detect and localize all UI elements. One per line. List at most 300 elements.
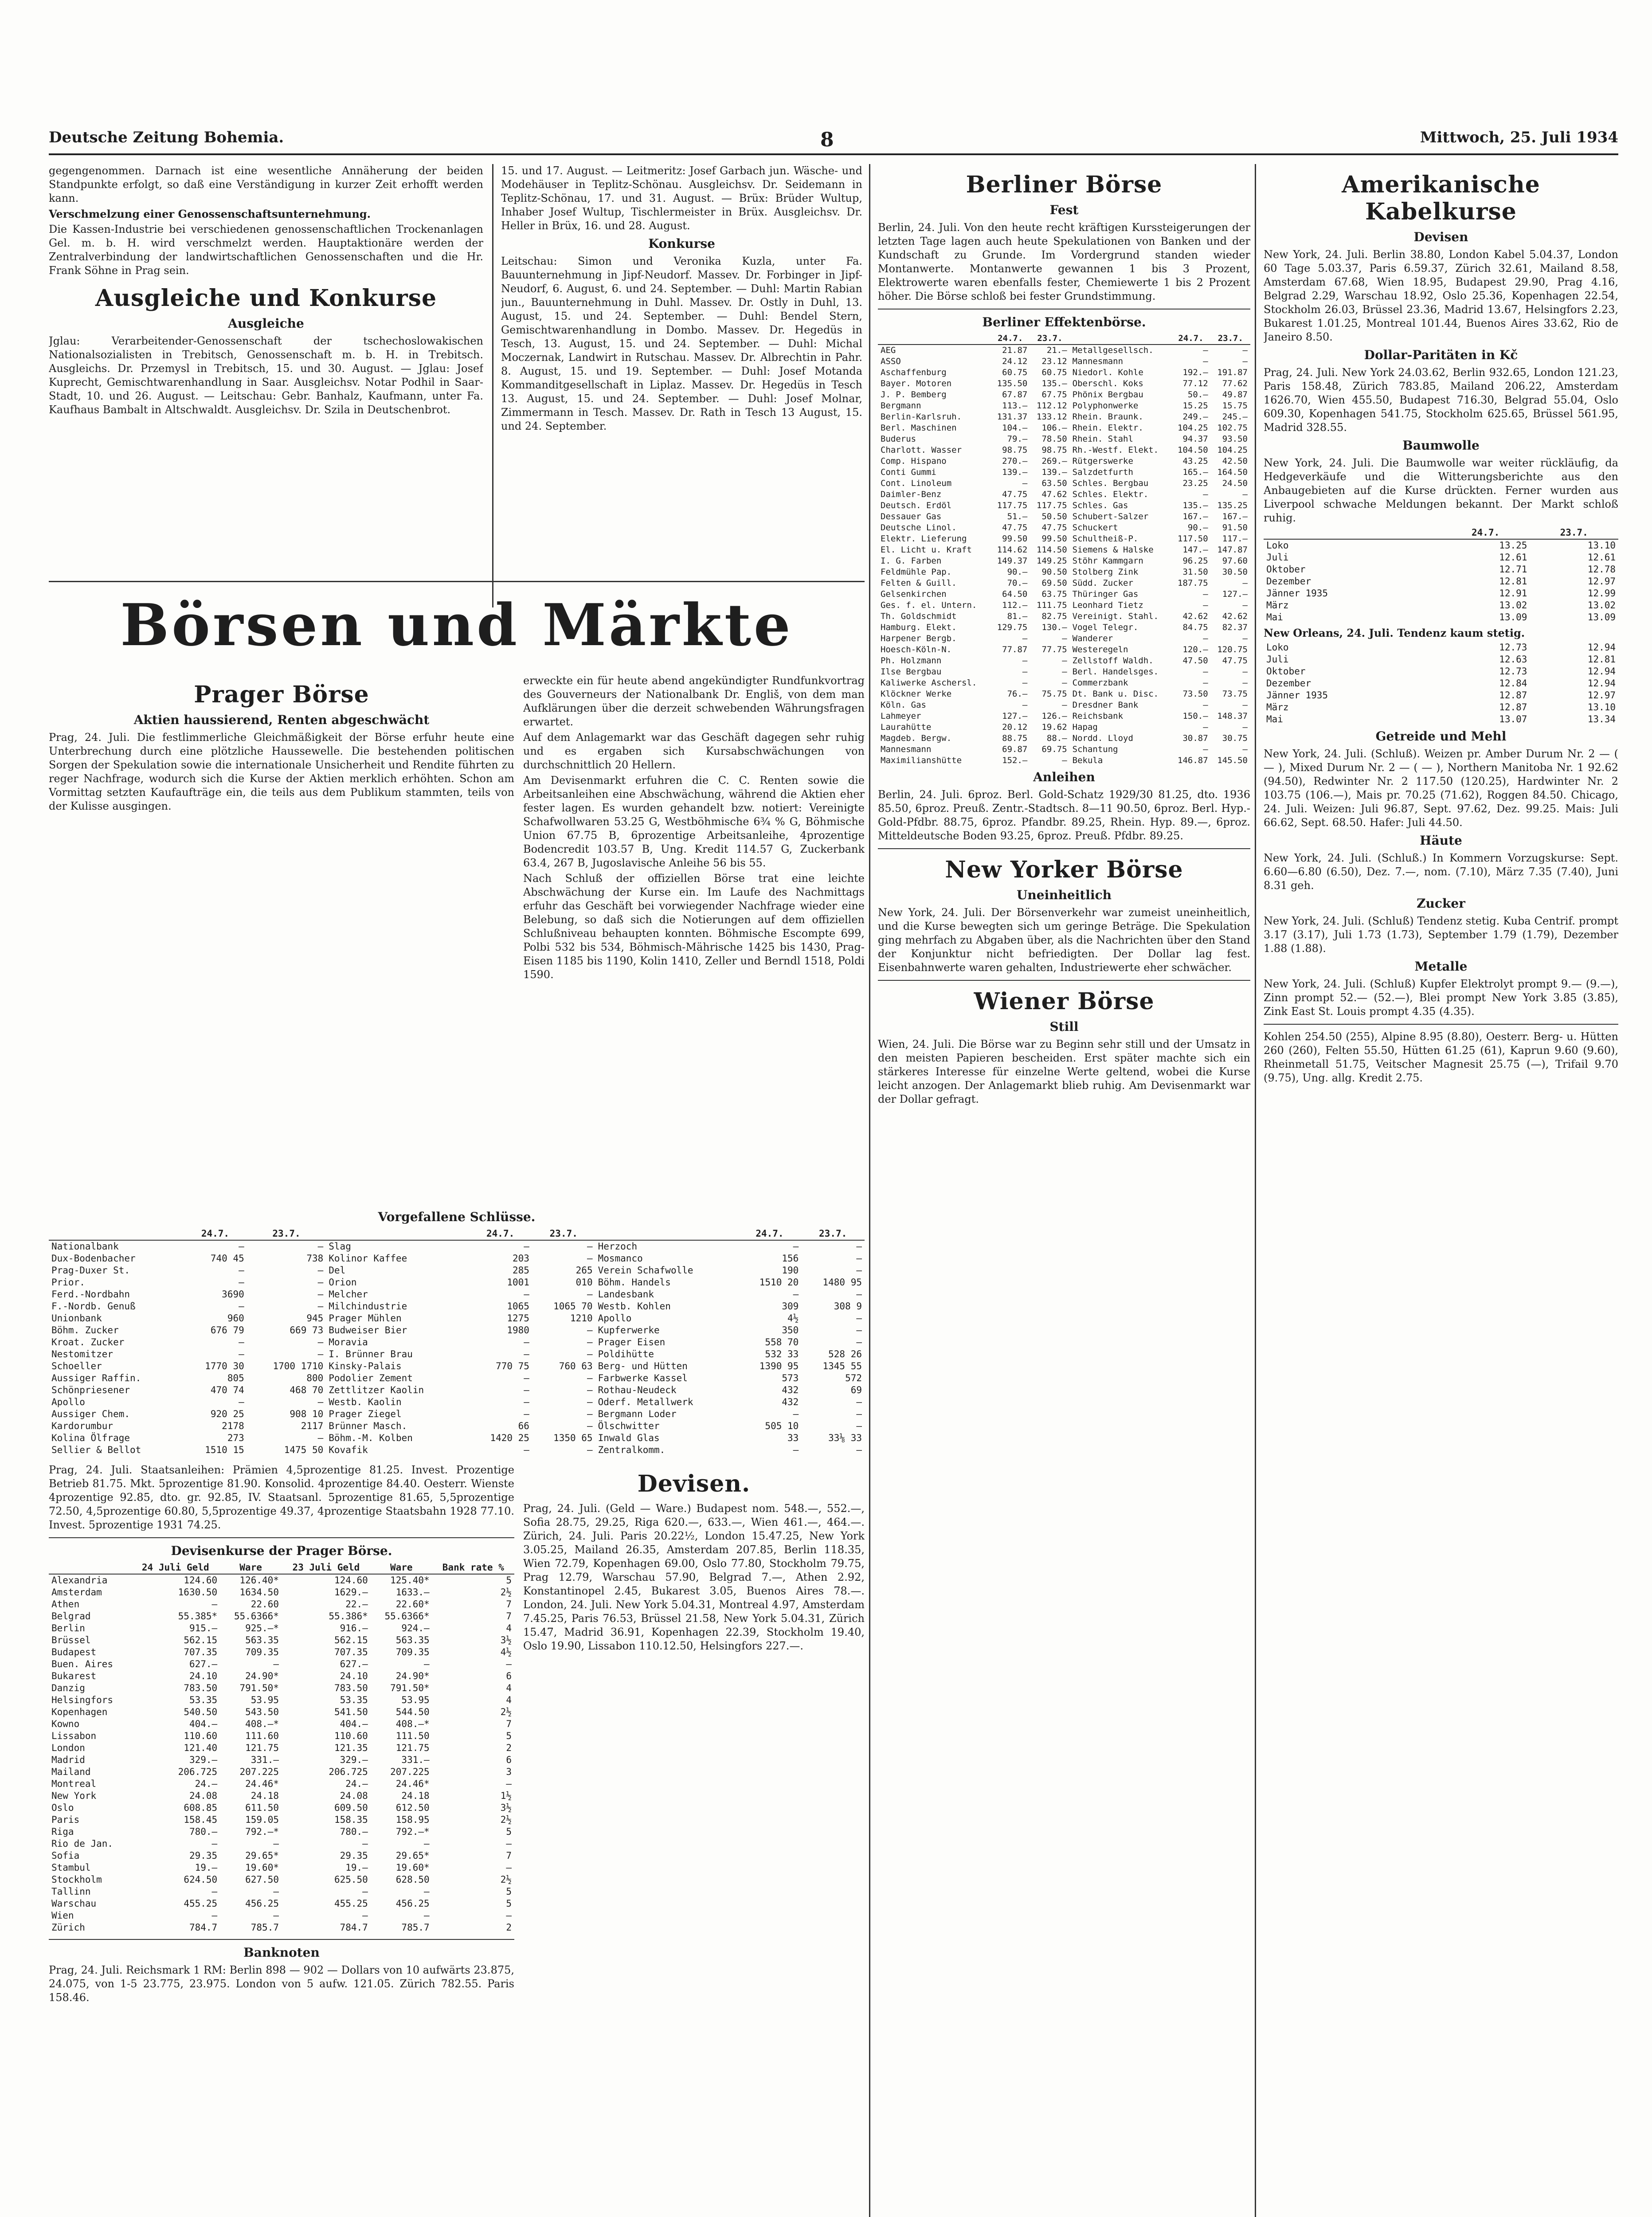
table-cell: 90.— [1007, 567, 1028, 577]
table-cell: 69.87 [1002, 744, 1028, 754]
table-cell: — [587, 1349, 593, 1359]
table-cell: Buen. Aires [51, 1659, 114, 1669]
table-cell: 49.87 [1222, 390, 1248, 400]
table-cell: 1½ [500, 1790, 512, 1801]
table-row [49, 1384, 865, 1396]
table-cell: 24.08 [340, 1790, 368, 1801]
table-cell: 47.75 [1041, 523, 1067, 533]
table-row [49, 1396, 865, 1408]
table-cell: — [239, 1301, 244, 1312]
table-cell: 164.50 [1217, 467, 1248, 477]
table-cell: — [524, 1397, 529, 1407]
table-cell: 43.25 [1182, 456, 1208, 466]
table-row [49, 1754, 514, 1766]
table-cell: — [1242, 700, 1248, 710]
table-cell: 77.62 [1222, 379, 1248, 388]
table-header-cell: 24.7. [469, 1228, 532, 1240]
table-cell: 920 25 [210, 1409, 244, 1419]
table-cell: 121.35 [334, 1743, 368, 1753]
table-cell: 792.—* [395, 1826, 430, 1837]
table-row [49, 1922, 514, 1934]
table-cell: — [1022, 656, 1028, 666]
table-cell: Montreal [51, 1778, 97, 1789]
table-cell: 627.50 [245, 1874, 279, 1885]
table-cell: 5 [506, 1826, 512, 1837]
table-cell: 77.87 [1002, 645, 1028, 654]
table-cell: 285 [513, 1265, 529, 1276]
table-cell: 13.02 [1587, 600, 1616, 611]
table-cell: J. P. Bemberg [881, 390, 947, 400]
table-row [878, 345, 1250, 356]
table-cell: Unionbank [51, 1313, 102, 1324]
intro-paragraph: gegengenommen. Darnach ist eine wesentliche Annäherung der beiden Standpunkte erfolgt, so daß eine Verständigung in kurzer Zeit erhofft werden kann. [49, 165, 483, 204]
table-cell: 15.75 [1222, 401, 1248, 411]
table-cell: 149.37 [997, 556, 1028, 566]
table-cell: 1633.— [395, 1587, 430, 1598]
table-cell: 432 [782, 1385, 799, 1395]
table-cell: Tallinn [51, 1886, 91, 1897]
table-cell: 2117 [301, 1421, 324, 1431]
table-cell: 19.62 [1041, 722, 1067, 732]
table-row [878, 423, 1250, 434]
baumwolle-subheading: Baumwolle [1402, 438, 1480, 453]
table-cell: 4 [506, 1683, 512, 1693]
table-cell: — [1242, 744, 1248, 754]
table-cell: Juli [1266, 552, 1289, 563]
anleihen-heading: Anleihen [1033, 770, 1095, 784]
table-row [878, 511, 1250, 522]
table-cell: Phönix Bergbau [1072, 390, 1143, 400]
column-ausgleiche [49, 164, 483, 563]
table-cell: Rhein. Elektr. [1072, 423, 1143, 433]
table-cell: 5 [506, 1575, 512, 1586]
table-cell: 308 9 [834, 1301, 862, 1312]
table-cell: Hamburg. Elekt. [881, 623, 957, 632]
table-cell: 152.— [1002, 756, 1028, 765]
table-cell: 783.50 [334, 1683, 368, 1693]
table-cell: 541.50 [334, 1707, 368, 1717]
table-cell: — [317, 1397, 324, 1407]
table-row [49, 1658, 514, 1670]
table-cell: 104.25 [1178, 423, 1208, 433]
table-cell: 22.— [345, 1599, 368, 1610]
table-cell: — [856, 1289, 862, 1300]
table-cell: AEG [881, 345, 896, 355]
dollar-paritaeten-subheading: Dollar-Paritäten in Kč [1364, 348, 1518, 362]
table-cell: 99.50 [1002, 534, 1028, 544]
table-cell: — [1022, 667, 1028, 677]
table-cell: 42.62 [1182, 611, 1208, 621]
main-title: Börsen und Märkte [120, 591, 793, 659]
table-cell: 2178 [222, 1421, 244, 1431]
table-cell: 455.25 [334, 1898, 368, 1909]
table-cell: 2½ [500, 1874, 512, 1885]
table-cell: 709.35 [245, 1647, 279, 1657]
table-row [49, 1874, 514, 1886]
table-cell: Melcher [329, 1289, 368, 1300]
table-cell: 102.75 [1217, 423, 1248, 433]
table-cell: 135.— [1041, 379, 1067, 388]
table-cell: Rütgerswerke [1072, 456, 1133, 466]
table-row [49, 1862, 514, 1874]
prager-boerse-paragraph-3: Auf dem Anlagemarkt war das Geschäft dagegen sehr ruhig und es ergaben sich Kursabschwächungen von durchschnittlich 20 Hellern. [523, 731, 865, 771]
table-cell: Rh.-Westf. Elekt. [1072, 445, 1159, 455]
table-cell: 82.75 [1041, 611, 1067, 621]
table-cell: 269.— [1041, 456, 1067, 466]
table-cell: 106.— [1041, 423, 1067, 433]
table-cell: Schles. Gas [1072, 501, 1128, 510]
table-cell: — [524, 1289, 529, 1300]
table-cell: — [1242, 634, 1248, 643]
table-cell: Buderus [881, 434, 916, 444]
table-cell: 273 [227, 1433, 244, 1443]
table-row [878, 733, 1250, 744]
table-cell: 53.35 [340, 1695, 368, 1705]
table-cell: 1350 65 [553, 1433, 593, 1443]
table-cell: 19.— [345, 1862, 368, 1873]
new-yorker-boerse-paragraph: New York, 24. Juli. Der Börsenverkehr war zumeist uneinheitlich, und die Kurse bewegten sich um geringe Beträge. Die Spekulation ging mehrfach zu Abgaben über, als die Nachrichten über den Stand der Konjunktur nicht befriedigten. Der Dollar lag fest. Eisenbahnwerte waren gehalten, Industriewerte eher schwächer. [878, 906, 1250, 974]
table-cell: Brünner Masch. [329, 1421, 407, 1431]
table-cell: Wien [51, 1910, 74, 1921]
table-cell: — [273, 1910, 279, 1921]
table-cell: 60.75 [1041, 368, 1067, 377]
wiener-boerse-subheading: Still [1049, 1019, 1079, 1034]
divider [878, 980, 1250, 981]
table-cell: 147.— [1182, 545, 1208, 555]
table-header-cell: 23.7. [532, 1228, 595, 1240]
table-cell: 165.— [1182, 467, 1208, 477]
table-cell: 1475 50 [284, 1445, 324, 1454]
table-cell: 130.— [1041, 623, 1067, 632]
table-cell: 190 [782, 1265, 799, 1276]
table-cell: 98.75 [1041, 445, 1067, 455]
table-cell: 53.95 [401, 1695, 430, 1705]
table-row [878, 578, 1250, 589]
table-cell: 7 [506, 1599, 512, 1610]
table-row [49, 1610, 514, 1622]
table-cell: Mannesmann [1072, 356, 1124, 366]
table-cell: Salzdetfurth [1072, 467, 1133, 477]
table-cell: 783.50 [184, 1683, 218, 1693]
table-cell: Stolberg Zink [1072, 567, 1139, 577]
table-cell: — [506, 1659, 512, 1669]
table-cell: Rothau-Neudeck [598, 1385, 677, 1395]
table-cell: Kinsky-Palais [329, 1361, 402, 1371]
table-cell: Poldihütte [598, 1349, 654, 1359]
table-cell: 470 74 [210, 1385, 244, 1395]
table-cell: 19.60* [245, 1862, 279, 1873]
table-cell: — [1203, 345, 1208, 355]
table-row [49, 1324, 865, 1336]
table-cell: 96.25 [1182, 556, 1208, 566]
table-cell: 77.12 [1182, 379, 1208, 388]
table-cell: 135.— [1182, 501, 1208, 510]
table-row [878, 400, 1250, 411]
table-cell: 609.50 [334, 1802, 368, 1813]
table-cell: 69.50 [1041, 578, 1067, 588]
table-cell: — [506, 1778, 512, 1789]
table-cell: 110.60 [184, 1731, 218, 1741]
table-cell: Aschaffenburg [881, 368, 947, 377]
table-row [49, 1742, 514, 1754]
table-cell: — [423, 1910, 430, 1921]
table-cell: 112.— [1002, 600, 1028, 610]
table-row [1264, 689, 1618, 701]
table-cell: London [51, 1743, 85, 1753]
table-cell: 158.95 [395, 1814, 430, 1825]
table-cell: Berlin [51, 1623, 85, 1633]
table-cell: 47.75 [1002, 523, 1028, 533]
table-cell: 131.37 [997, 412, 1028, 422]
table-cell: — [1242, 345, 1248, 355]
table-cell: 12.84 [1499, 678, 1527, 689]
table-cell: — [587, 1397, 593, 1407]
table-row [878, 600, 1250, 611]
table-cell: Schles. Elektr. [1072, 490, 1149, 499]
table-cell: — [1022, 700, 1028, 710]
table-cell: 624.50 [184, 1874, 218, 1885]
table-cell: 47.62 [1041, 490, 1067, 499]
table-cell: 55.6366* [384, 1611, 430, 1622]
table-cell: 249.— [1182, 412, 1208, 422]
table-cell: Oderf. Metallwerk [598, 1397, 693, 1407]
table-cell: — [1203, 722, 1208, 732]
table-cell: Wanderer [1072, 634, 1113, 643]
table-row [878, 655, 1250, 666]
table-cell: 33 [787, 1433, 799, 1443]
table-cell: 53.95 [251, 1695, 279, 1705]
table-cell: Dezember [1266, 678, 1311, 689]
table-cell: — [1203, 356, 1208, 366]
table-cell: — [1242, 667, 1248, 677]
table-cell: 24.46* [245, 1778, 279, 1789]
table-cell: 792.—* [245, 1826, 279, 1837]
table-cell: 19.— [195, 1862, 218, 1873]
table-cell: Dresdner Bank [1072, 700, 1139, 710]
table-cell: — [1022, 634, 1028, 643]
table-cell: 245.— [1222, 412, 1248, 422]
table-cell: 563.35 [245, 1635, 279, 1645]
table-cell: — [856, 1265, 862, 1276]
table-cell: 562.15 [184, 1635, 218, 1645]
table-cell: Kolina Ölfrage [51, 1433, 130, 1443]
table-row [49, 1574, 514, 1586]
table-cell: — [1242, 490, 1248, 499]
dollar-paritaeten-paragraph: Prag, 24. Juli. New York 24.03.62, Berlin 932.65, London 121.23, Paris 158.48, Zürich 783.85, Mailand 206.22, Amsterdam 1626.70, Wien 455.50, Budapest 716.30, Belgrad 55.04, Oslo 609.30, Kopenhagen 541.75, Stockholm 625.65, Brüssel 561.95, Madrid 328.55. [1264, 366, 1618, 434]
table-cell: — [587, 1253, 593, 1264]
table-row [49, 1277, 865, 1289]
table-cell: Felten & Guill. [881, 578, 957, 588]
table-cell: 544.50 [395, 1707, 430, 1717]
table-cell: Stambul [51, 1862, 91, 1873]
wiener-boerse-heading: Wiener Börse [974, 988, 1155, 1015]
table-cell: — [524, 1241, 529, 1252]
table-header-cell: 24.7. [738, 1228, 802, 1240]
table-row [49, 1253, 865, 1265]
table-cell: 805 [227, 1373, 244, 1383]
table-cell: 158.45 [184, 1814, 218, 1825]
table-row [49, 1814, 514, 1826]
table-cell: 309 [782, 1301, 799, 1312]
table-cell: 29.65* [395, 1850, 430, 1861]
table-cell: 55.6366* [234, 1611, 279, 1622]
table-row [878, 622, 1250, 633]
table-row [1264, 564, 1618, 576]
table-cell: 110.60 [334, 1731, 368, 1741]
table-cell: — [317, 1289, 324, 1300]
table-cell: — [1203, 678, 1208, 688]
table-cell: Mai [1266, 612, 1283, 623]
table-header-cell: Ware [220, 1562, 282, 1574]
genossenschaft-heading: Verschmelzung einer Genossenschaftsunternehmung. [49, 208, 371, 220]
table-cell: — [1203, 700, 1208, 710]
table-cell: 707.35 [334, 1647, 368, 1657]
table-cell: Slag [329, 1241, 351, 1252]
table-cell: Siemens & Halske [1072, 545, 1154, 555]
table-cell: 7 [506, 1850, 512, 1861]
table-cell: Kaliwerke Aschersl. [881, 678, 977, 688]
table-cell: Charlott. Wasser [881, 445, 962, 455]
table-row [878, 589, 1250, 600]
table-cell: — [239, 1241, 244, 1252]
page-number: 8 [820, 129, 834, 151]
table-cell: Schuckert [1072, 523, 1118, 533]
table-cell: Jänner 1935 [1266, 690, 1328, 701]
kabelkurse-heading: Amerikanische Kabelkurse [1342, 171, 1540, 225]
table-row [878, 678, 1250, 689]
table-cell: 915.— [189, 1623, 218, 1633]
table-cell: 63.50 [1041, 478, 1067, 488]
baumwolle-ny-table [1264, 527, 1618, 623]
table-cell: Alexandria [51, 1575, 108, 1586]
table-cell: 13.34 [1587, 714, 1616, 725]
table-cell: Oslo [51, 1802, 74, 1813]
table-cell: 543.50 [245, 1707, 279, 1717]
table-cell: Cont. Linoleum [881, 478, 952, 488]
table-cell: 12.73 [1499, 642, 1527, 653]
table-cell: 24.12 [1002, 356, 1028, 366]
table-row [878, 544, 1250, 556]
table-cell: 12.91 [1499, 588, 1527, 599]
table-cell: 13.07 [1499, 714, 1527, 725]
table-cell: Inwald Glas [598, 1433, 660, 1443]
table-cell: Metallgesellsch. [1072, 345, 1154, 355]
table-cell: Schantung [1072, 744, 1118, 754]
table-cell: 760 63 [559, 1361, 593, 1371]
table-header-cell [878, 333, 990, 345]
table-cell: 111.60 [245, 1731, 279, 1741]
table-cell: 12.61 [1499, 552, 1527, 563]
table-cell: — [273, 1659, 279, 1669]
new-yorker-boerse-heading: New Yorker Börse [945, 856, 1183, 883]
table-cell: Warschau [51, 1898, 97, 1909]
table-cell: 69 [850, 1385, 862, 1395]
column-boersen [878, 164, 1250, 2217]
table-row [49, 1802, 514, 1814]
footer-paragraph: Kohlen 254.50 (255), Alpine 8.95 (8.80), Oesterr. Berg- u. Hütten 260 (260), Felten 55.50, Hütten 61.25 (61), Kaprun 9.60 (9.60), Rheinmetall 51.75, Veitscher Magnesit 25.75 (—), Trifail 9.70 (9.75), Ung. allg. Kredit 2.75. [1264, 1030, 1618, 1084]
table-cell: 800 [306, 1373, 324, 1383]
table-row [878, 378, 1250, 389]
table-row [878, 478, 1250, 489]
table-cell: 94.37 [1182, 434, 1208, 444]
table-cell: Berl. Maschinen [881, 423, 957, 433]
table-cell: — [211, 1910, 218, 1921]
table-cell: — [587, 1421, 593, 1431]
table-cell: 612.50 [395, 1802, 430, 1813]
table-cell: 1510 15 [205, 1445, 244, 1454]
table-cell: Del [329, 1265, 346, 1276]
table-cell: 456.25 [245, 1898, 279, 1909]
table-cell: Mosmanco [598, 1253, 643, 1264]
table-cell: — [1062, 700, 1067, 710]
table-cell: 91.50 [1222, 523, 1248, 533]
table-cell: 4½ [787, 1313, 799, 1324]
table-cell: 432 [782, 1397, 799, 1407]
table-cell: 117.— [1222, 534, 1248, 544]
table-cell: 1275 [507, 1313, 529, 1324]
baumwolle-paragraph: New York, 24. Juli. Die Baumwolle war weiter rückläufig, da Hedgeverkäufe und die Witterungsberichte aus den Anbaugebieten auf die Kurse drückten. Ferner wurden aus Liverpool schwache Meldungen bekannt. Der Markt schloß ruhig. [1264, 457, 1618, 524]
new-yorker-boerse-subheading: Uneinheitlich [1016, 888, 1112, 902]
table-cell: I. Brünner Brau [329, 1349, 413, 1359]
table-cell: 404.— [189, 1719, 218, 1729]
table-cell: — [587, 1337, 593, 1347]
table-cell: I. G. Farben [881, 556, 942, 566]
table-row [49, 1240, 865, 1253]
table-cell: Gelsenkirchen [881, 589, 947, 599]
table-cell: 133.12 [1037, 412, 1067, 422]
table-cell: Westb. Kohlen [598, 1301, 671, 1312]
table-cell: F.-Nordb. Genuß [51, 1301, 136, 1312]
table-cell: 331.— [251, 1755, 279, 1765]
table-row [49, 1706, 514, 1718]
table-cell: 785.7 [401, 1922, 430, 1933]
table-cell: 19.60* [395, 1862, 430, 1873]
table-cell: 350 [782, 1325, 799, 1336]
table-cell: 945 [306, 1313, 324, 1324]
table-row [878, 434, 1250, 445]
table-cell: 88.— [1046, 733, 1067, 743]
anleihen-paragraph: Berlin, 24. Juli. 6proz. Berl. Gold-Schatz 1929/30 81.25, dto. 1936 85.50, 6proz. Preuß. Zentr.-Stadtsch. 8—11 90.50, 6proz. Berl. Hyp.-Gold-Pfdbr. 88.75, 6proz. Pfandbr. 89.25, Rhein. Hyp. 89.—, 6proz. Mitteldeutsche Boden 93.25, 6proz. Preuß. Pfdbr. 89.25. [878, 788, 1250, 842]
table-cell: 12.87 [1499, 690, 1527, 701]
table-cell: 167.— [1222, 512, 1248, 521]
table-cell: Ges. f. el. Untern. [881, 600, 977, 610]
prager-boerse-paragraph-5: Nach Schluß der offiziellen Börse trat eine leichte Abschwächung der Kurse ein. Im Laufe des Nachmittags erfuhr das Geschäft bei vorwiegender Nachfrage wieder eine Belebung, so daß sich die Notierungen auf dem offiziellen Schlußniveau behaupten konnten. Böhmische Escompte 699, Polbi 532 bis 534, Böhmisch-Mährische 1425 bis 1430, Prag-Eisen 1185 bis 1190, Kolin 1410, Zeller und Berndl 1518, Poldi 1590. [523, 872, 865, 981]
table-cell: — [793, 1241, 799, 1252]
table-cell: 84.75 [1182, 623, 1208, 632]
table-row [49, 1910, 514, 1922]
table-cell: 611.50 [245, 1802, 279, 1813]
table-cell: 12.78 [1587, 564, 1616, 575]
table-cell: 22.60* [395, 1599, 430, 1610]
table-row [878, 556, 1250, 567]
table-cell: 30.75 [1222, 733, 1248, 743]
table-cell: 770 75 [496, 1361, 529, 1371]
table-cell: Bekula [1072, 756, 1103, 765]
table-row [878, 700, 1250, 711]
table-cell: 4½ [500, 1647, 512, 1657]
table-header-cell [1264, 527, 1441, 539]
table-row [49, 1408, 865, 1420]
table-cell: 23.12 [1041, 356, 1067, 366]
table-cell: 908 10 [290, 1409, 324, 1419]
table-cell: Herzoch [598, 1241, 638, 1252]
table-cell: Zellstoff Waldh. [1072, 656, 1154, 666]
table-header-cell [49, 1228, 184, 1240]
prager-boerse-article [49, 674, 514, 1197]
table-row [878, 633, 1250, 644]
table-cell: — [273, 1886, 279, 1897]
vorgefallene-heading: Vorgefallene Schlüsse. [378, 1210, 536, 1224]
